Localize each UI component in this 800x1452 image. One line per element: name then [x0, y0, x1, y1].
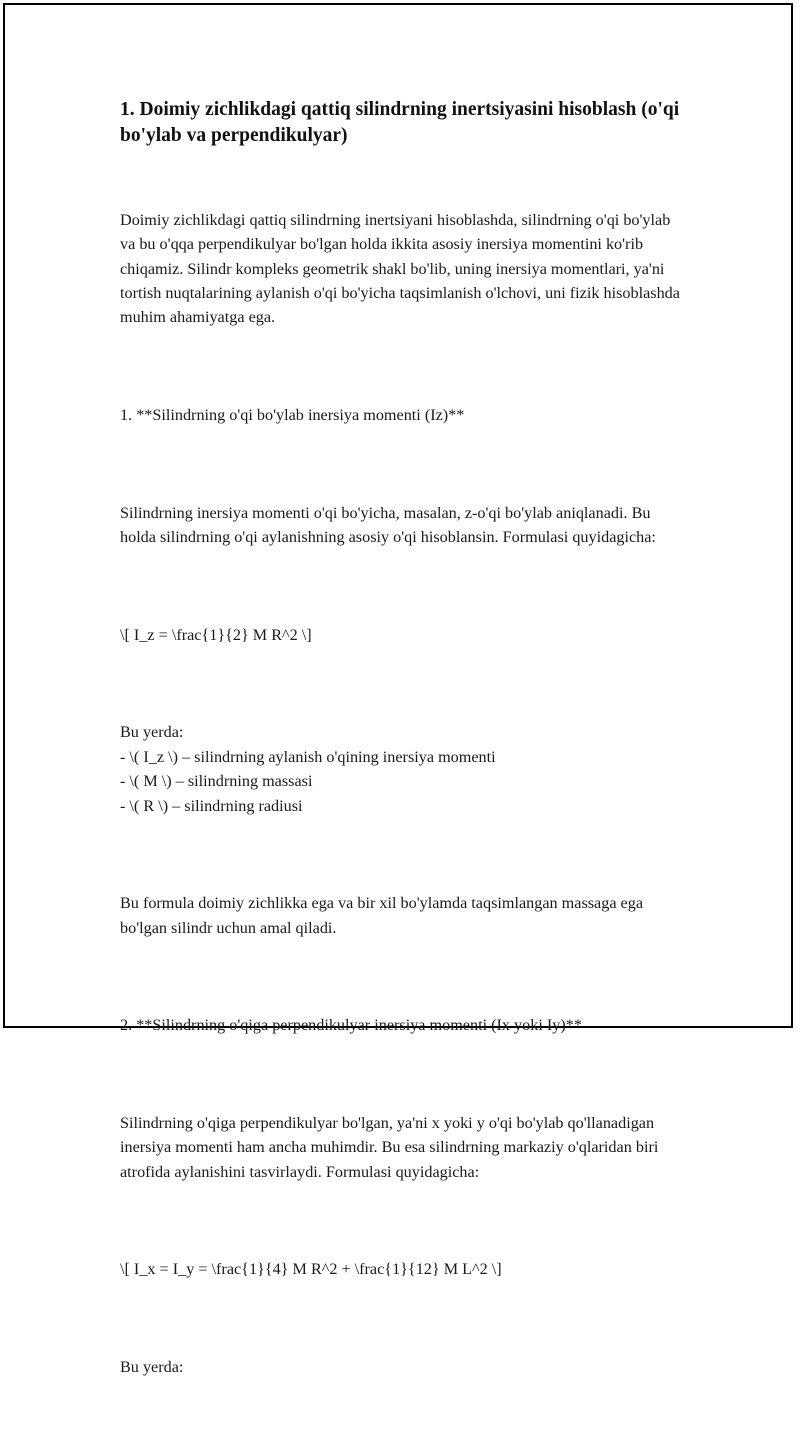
document-title: 1. Doimiy zichlikdagi qattiq silindrning inertsiyasini hisoblash (o'qi bo'ylab va perpendikulyar) — [120, 99, 680, 146]
page-frame — [3, 3, 793, 1376]
section-heading-axial: 1. **Silindrning o'qi bo'ylab inersiya momenti (Iz)** — [120, 406, 465, 425]
document-content — [120, 97, 684, 1452]
applicability-note: Bu formula doimiy zichlikka ega va bir xil bo'ylamda taqsimlangan massaga ega bo'lgan silindr uchun amal qiladi. — [120, 894, 648, 937]
formula-iz: \[ I_z = \frac{1}{2} M R^2 \] — [120, 625, 312, 644]
formula-ix-iy: \[ I_x = I_y = \frac{1}{4} M R^2 + \frac{1}{12} M L^2 \] — [120, 1260, 502, 1279]
intro-paragraph: Doimiy zichlikdagi qattiq silindrning inertsiyani hisoblashda, silindrning o'qi bo'ylab va bu o'qqa perpendikulyar bo'lgan holda ikkita asosiy inersiya momentini ko'rib chiqamiz. Silindr kompleks geometrik shakl bo'lib, uning inersiya momentlari, ya'ni tortish nuqtalarining aylanish o'qi bo'yicha taqsimlanish o'lchovi, uni fizik hisoblashda muhim ahamiyatga ega. — [120, 210, 684, 327]
perpendicular-description: Silindrning o'qiga perpendikulyar bo'lgan, ya'ni x yoki y o'qi bo'ylab qo'llanadigan inersiya momenti ham ancha muhimdir. Bu esa silindrning markaziy o'qlaridan biri atrofida aylanishini tasvirlaydi. Formulasi quyidagicha: — [120, 1113, 663, 1181]
axial-description: Silindrning inersiya momenti o'qi bo'yicha, masalan, z-o'qi bo'ylab aniqlanadi. Bu holda silindrning o'qi aylanishning asosiy o'qi hisoblansin. Formulasi quyidagicha: — [120, 503, 656, 547]
where-label: Bu yerda: — [120, 1357, 184, 1376]
variables-list: Bu yerda: - \( I_z \) – silindrning aylanish o'qining inersiya momenti - \( M \) – silindrning massasi - \( R \) – silindrning radiusi — [120, 723, 496, 815]
section-heading-perpendicular: 2. **Silindrning o'qiga perpendikulyar inersiya momenti (Ix yoki Iy)** — [120, 1016, 582, 1035]
document-body — [120, 159, 684, 1452]
